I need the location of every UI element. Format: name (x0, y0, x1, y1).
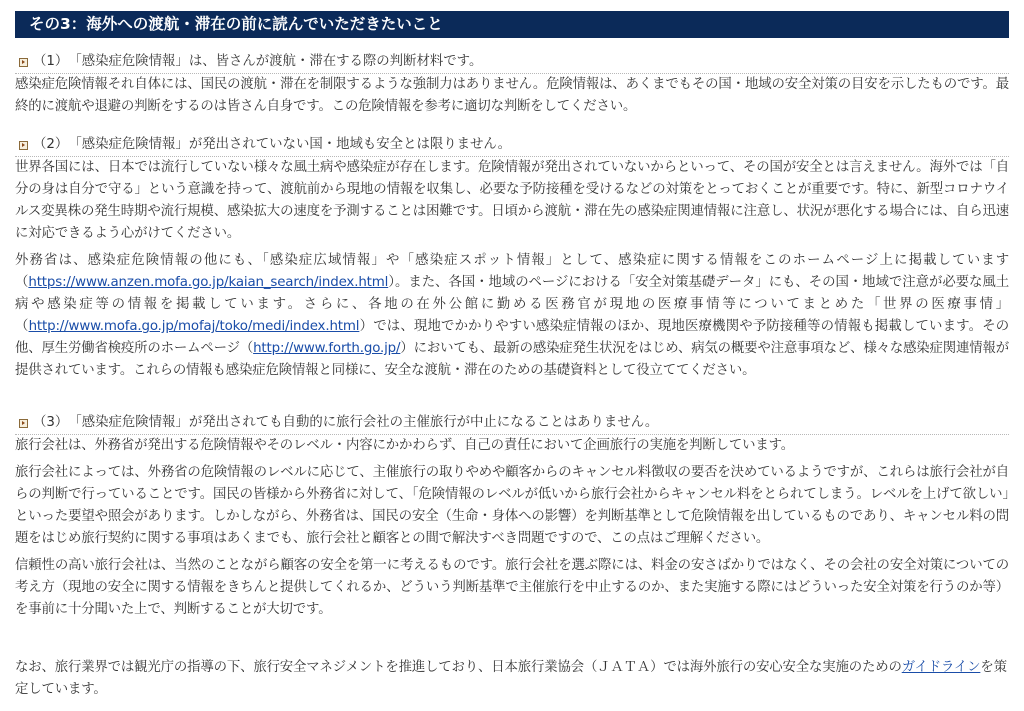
paragraph-text: 外務省は、感染症危険情報の他にも、「感染症広域情報」や「感染症スポット情報」として、感染症に関する情報をこのホームページ上に掲載しています（ (15, 253, 1009, 290)
section-heading-text: 「感染症危険情報」は、皆さんが渡航・滞在する際の判断材料です。 (68, 54, 483, 69)
paragraph: 世界各国には、日本では流行していない様々な風土病や感染症が存在します。危険情報が発出されていないからといって、その国が安全とは言えません。海外では「自分の身は自分で守る」という意識を持って、渡航前から現地の情報を収集し、必要な予防接種を受けるなどの対策をとっておくことが重要です。特に、新型コロナウイルス変異株の発生時期や流行規模、感染拡大の速度を予測することは困難です。日頃から渡航・滞在先の感染症関連情報に注意し、状況が悪化する場合には、自ら迅速に対応できるよう心がけてください。 (15, 160, 1009, 241)
section-heading (15, 412, 1009, 435)
section-2 (15, 134, 1009, 382)
page-title: その3：海外への渡航・滞在の前に読んでいただきたいこと (15, 11, 1009, 38)
paragraph: 旅行会社は、外務省が発出する危険情報やそのレベル・内容にかかわらず、自己の責任において企画旅行の実施を判断しています。 (15, 438, 795, 453)
section-number: （1） (33, 54, 69, 69)
section-heading (15, 51, 1009, 74)
guideline-link[interactable]: ガイドライン (901, 660, 981, 675)
footer-text: を策定しています。 (15, 660, 1007, 697)
paragraph: 旅行会社によっては、外務省の危険情報のレベルに応じて、主催旅行の取りやめや顧客からのキャンセル料徴収の要否を決めているようですが、これらは旅行会社が自らの判断で行っていることです。国民の皆様から外務省に対して、「危険情報のレベルが低いから旅行会社からキャンセル料をとられてしまう。レベルを上げて欲しい」といった要望や照会があります。しかしながら、外務省は、国民の安全（生命・身体への影響）を判断基準として危険情報を出しているものであり、キャンセル料の問題をはじめ旅行契約に関する事項はあくまでも、旅行会社と顧客との間で解決すべき問題ですので、この点はご理解ください。 (15, 465, 1009, 546)
footer-note (15, 657, 1009, 701)
paragraph-text: ）では、現地でかかりやすい感染症情報のほか、現地医療機関や予防接種等の情報も掲載しています。その他、厚生労働省検疫所のホームページ（ (15, 319, 1009, 356)
paragraph-text: ）。また、各国・地域のページにおける「安全対策基礎データ」にも、その国・地域で注意が必要な風土病や感染症等の情報を掲載しています。さらに、各地の在外公館に勤める医務官が現地の医療事情等についてまとめた「世界の医療事情」（ (15, 275, 1009, 334)
footer-text: なお、旅行業界では観光庁の指導の下、旅行安全マネジメントを推進しており、日本旅行業協会（ＪＡＴＡ）では海外旅行の安心安全な実施のための (15, 660, 902, 675)
paragraph (15, 250, 1009, 382)
paragraph: 感染症危険情報それ自体には、国民の渡航・滞在を制限するような強制力はありません。危険情報は、あくまでもその国・地域の安全対策の目安を示したものです。最終的に渡航や退避の判断をするのは皆さん自身です。この危険情報を参考に適切な判断をしてください。 (15, 77, 1009, 114)
arrow-bullet-icon (19, 419, 28, 428)
mofa-medi-link[interactable]: http://www.mofa.go.jp/mofaj/toko/medi/index.html (28, 319, 360, 334)
section-heading-text: 「感染症危険情報」が発出されても自動的に旅行会社の主催旅行が中止になることはありません。 (68, 415, 659, 430)
section-heading-text: 「感染症危険情報」が発出されていない国・地域も安全とは限りません。 (68, 137, 512, 152)
paragraph-text: ）においても、最新の感染症発生状況をはじめ、病気の概要や注意事項など、様々な感染症関連情報が提供されています。これらの情報も感染症危険情報と同様に、安全な渡航・滞在のための基礎資料として役立ててください。 (15, 341, 1010, 378)
section-number: （3） (33, 415, 69, 430)
arrow-bullet-icon (19, 58, 28, 67)
section-1 (15, 51, 1009, 118)
section-3 (15, 412, 1009, 621)
anzen-link[interactable]: https://www.anzen.mofa.go.jp/kaian_search/index.html (28, 275, 389, 290)
section-heading (15, 134, 1009, 157)
forth-link[interactable]: http://www.forth.go.jp/ (253, 341, 401, 356)
section-number: （2） (33, 137, 69, 152)
arrow-bullet-icon (19, 141, 28, 150)
paragraph: 信頼性の高い旅行会社は、当然のことながら顧客の安全を第一に考えるものです。旅行会社を選ぶ際には、料金の安さばかりではなく、その会社の安全対策についての考え方（現地の安全に関する情報をきちんと提供してくれるか、どういう判断基準で主催旅行を中止するのか、また実施する際にはどういった安全対策を行うのか等）を事前に十分聞いた上で、判断することが大切です。 (15, 558, 1009, 617)
